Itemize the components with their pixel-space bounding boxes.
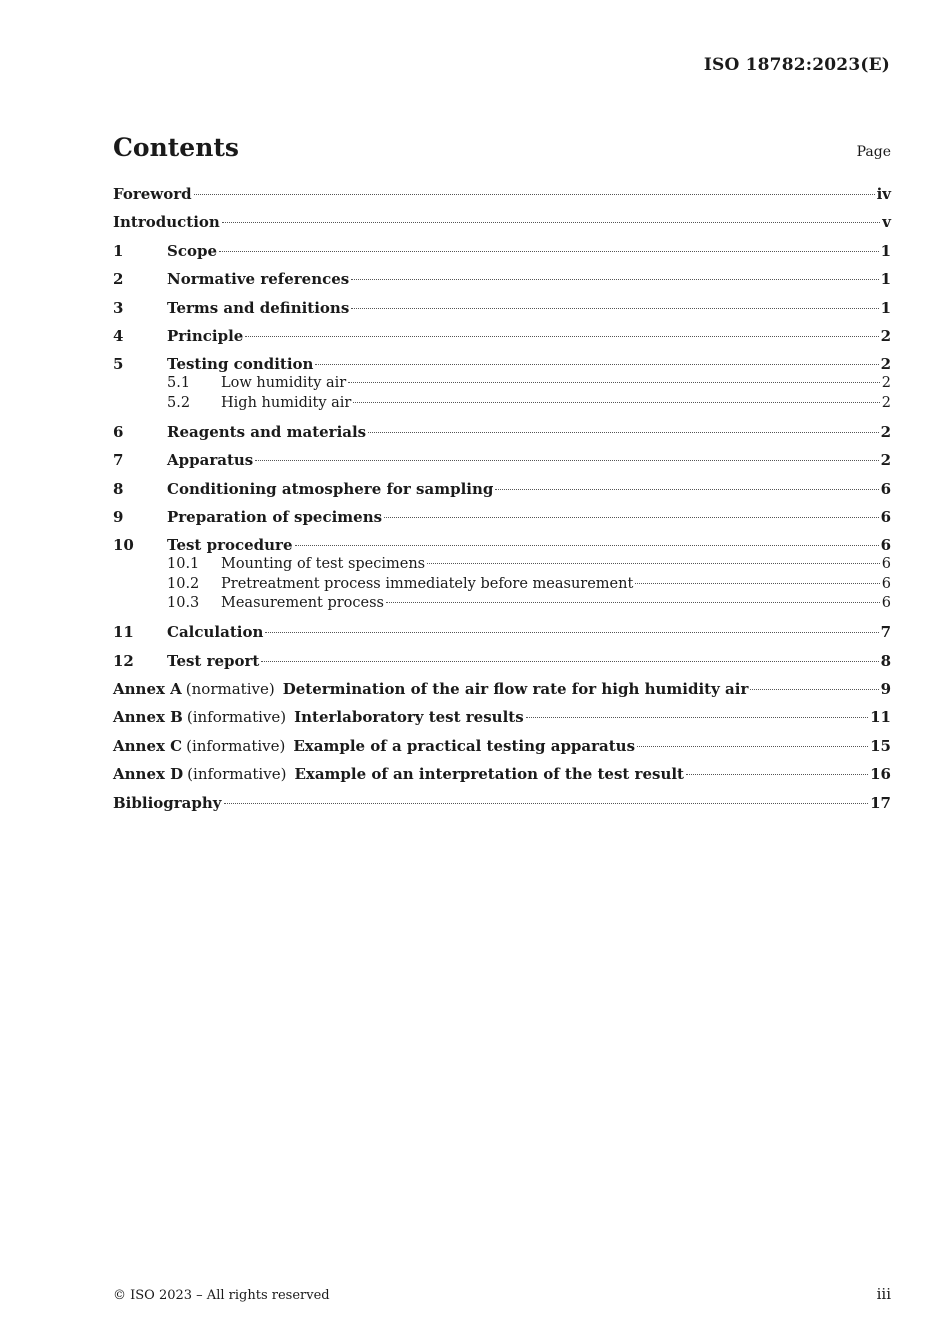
dot-leader: [265, 632, 878, 633]
toc-title: Contents: [113, 133, 240, 162]
toc-entry-number: 10.3: [167, 595, 200, 612]
toc-entry-page: 11: [870, 708, 891, 727]
toc-entry-title: Normative references: [167, 270, 350, 289]
toc-page-column-label: Page: [856, 144, 891, 160]
toc-entry-number: 11: [113, 623, 134, 642]
dot-leader: [637, 746, 868, 747]
toc-annex-type: (informative): [187, 765, 287, 784]
toc-entry-page: 2: [880, 355, 891, 374]
toc-annex-designation: Annex B: [113, 708, 183, 727]
toc-entry-title: Bibliography: [113, 793, 222, 812]
toc-entry-page: 6: [881, 595, 891, 612]
dot-leader: [635, 583, 879, 584]
toc-entry-number: 5.1: [167, 375, 191, 392]
toc-entry-page: 6: [880, 536, 891, 555]
dot-leader: [686, 774, 868, 775]
toc-entry-number: 5.2: [167, 394, 191, 411]
toc-entry-page: 6: [880, 507, 891, 526]
toc-entry-title: Preparation of specimens: [167, 507, 383, 526]
toc-entry-title: High humidity air: [221, 394, 352, 411]
toc-entry-page: 2: [881, 394, 891, 411]
toc-entry-title: Apparatus: [167, 451, 254, 470]
toc-entry-page: 2: [881, 375, 891, 392]
toc-entry-number: 10.2: [167, 575, 200, 592]
toc-entry[interactable]: [113, 679, 891, 699]
toc-entry-page: 6: [880, 479, 891, 498]
toc-entry[interactable]: [113, 622, 891, 642]
toc-entry-number: 7: [113, 451, 124, 470]
toc-entry-title: Determination of the air flow rate for high humidity air: [282, 679, 749, 698]
toc-entry-number: 3: [113, 298, 124, 317]
toc-annex-type: (informative): [186, 736, 286, 755]
dot-leader: [386, 602, 880, 603]
toc-entry-page: 16: [870, 765, 891, 784]
toc-entry[interactable]: [113, 793, 891, 813]
toc-entry[interactable]: [113, 651, 891, 671]
toc-entry[interactable]: [113, 479, 891, 499]
toc-entry[interactable]: [113, 507, 891, 527]
toc-entry[interactable]: [113, 736, 891, 756]
toc-entry-page: 2: [880, 326, 891, 345]
toc-entry[interactable]: [113, 354, 891, 374]
dot-leader: [245, 336, 878, 337]
toc-subentry[interactable]: [113, 594, 891, 614]
toc-entry-page: 15: [870, 736, 891, 755]
toc-entry-page: 1: [880, 241, 891, 260]
toc-entry[interactable]: [113, 535, 891, 555]
toc-entry-page: 1: [880, 298, 891, 317]
copyright-notice: © ISO 2023 – All rights reserved: [113, 1288, 330, 1303]
table-of-contents: [113, 184, 891, 813]
dot-leader: [222, 222, 880, 223]
toc-entry-number: 12: [113, 651, 134, 670]
toc-entry-title: Test procedure: [167, 536, 293, 555]
toc-header: [113, 133, 891, 162]
toc-entry-page: iv: [876, 185, 891, 203]
toc-entry[interactable]: [113, 298, 891, 318]
toc-annex-type: (informative): [186, 708, 287, 727]
dot-leader: [750, 689, 878, 690]
toc-entry-title: Pretreatment process immediately before measurement: [221, 575, 634, 592]
toc-entry-page: 8: [880, 651, 891, 670]
toc-subentry[interactable]: [113, 394, 891, 414]
toc-entry-title: Terms and definitions: [167, 298, 350, 317]
toc-entry-page: 9: [880, 679, 891, 698]
toc-annex-type: (normative): [185, 679, 275, 698]
toc-entry[interactable]: [113, 269, 891, 289]
toc-entry-title: Measurement process: [221, 595, 384, 612]
toc-entry-number: 1: [113, 241, 124, 260]
dot-leader: [194, 194, 875, 195]
dot-leader: [353, 402, 879, 403]
toc-entry-page: 6: [881, 575, 891, 592]
toc-entry-title: Example of an interpretation of the test result: [294, 765, 684, 784]
toc-entry-number: 9: [113, 507, 124, 526]
dot-leader: [224, 803, 869, 804]
page-footer: [113, 1285, 891, 1303]
page-number: iii: [876, 1285, 891, 1303]
toc-entry-number: 10.1: [167, 556, 200, 573]
dot-leader: [526, 717, 868, 718]
toc-entry-page: 2: [880, 422, 891, 441]
dot-leader: [261, 661, 878, 662]
toc-entry-title: Foreword: [113, 185, 192, 203]
toc-entry[interactable]: [113, 326, 891, 346]
toc-subentry[interactable]: [113, 555, 891, 575]
toc-entry-title: Interlaboratory test results: [294, 708, 524, 727]
toc-entry-title: Calculation: [167, 623, 264, 642]
toc-entry-title: Testing condition: [167, 355, 314, 374]
dot-leader: [368, 432, 878, 433]
dot-leader: [255, 460, 878, 461]
dot-leader: [295, 545, 879, 546]
toc-annex-designation: Annex C: [113, 736, 183, 755]
toc-entry-number: 10: [113, 536, 134, 555]
toc-entry-title: Test report: [167, 651, 260, 670]
dot-leader: [219, 251, 879, 252]
dot-leader: [348, 382, 880, 383]
toc-entry-number: 5: [113, 355, 124, 374]
toc-entry[interactable]: [113, 212, 891, 232]
toc-entry[interactable]: [113, 450, 891, 470]
dot-leader: [495, 489, 878, 490]
toc-entry-number: 8: [113, 479, 124, 498]
toc-entry-page: v: [882, 213, 891, 232]
toc-annex-designation: Annex A: [113, 679, 182, 698]
toc-entry-number: 2: [113, 270, 124, 289]
toc-entry-page: 17: [870, 793, 891, 812]
toc-entry-page: 6: [881, 556, 891, 573]
toc-entry[interactable]: [113, 707, 891, 727]
toc-entry[interactable]: [113, 241, 891, 261]
toc-entry-title: Introduction: [113, 213, 220, 232]
document-id: ISO 18782:2023(E): [703, 55, 890, 75]
toc-entry[interactable]: [113, 764, 891, 784]
dot-leader: [427, 563, 880, 564]
toc-entry-title: Mounting of test specimens: [221, 556, 426, 573]
dot-leader: [351, 279, 878, 280]
dot-leader: [315, 364, 878, 365]
toc-entry-title: Low humidity air: [221, 375, 347, 392]
dot-leader: [384, 517, 878, 518]
toc-entry-title: Example of a practical testing apparatus: [293, 736, 636, 755]
toc-entry-page: 7: [880, 623, 891, 642]
toc-entry-page: 2: [880, 451, 891, 470]
toc-annex-designation: Annex D: [113, 765, 184, 784]
toc-entry-title: Principle: [167, 326, 244, 345]
toc-entry-number: 4: [113, 326, 124, 345]
dot-leader: [351, 308, 878, 309]
toc-entry-title: Conditioning atmosphere for sampling: [167, 479, 494, 498]
toc-entry[interactable]: [113, 422, 891, 442]
toc-subentry[interactable]: [113, 374, 891, 394]
toc-entry-title: Scope: [167, 241, 218, 260]
toc-entry-page: 1: [880, 270, 891, 289]
toc-entry[interactable]: [113, 184, 891, 204]
toc-entry-title: Reagents and materials: [167, 422, 367, 441]
toc-subentry[interactable]: [113, 575, 891, 595]
toc-entry-number: 6: [113, 422, 124, 441]
